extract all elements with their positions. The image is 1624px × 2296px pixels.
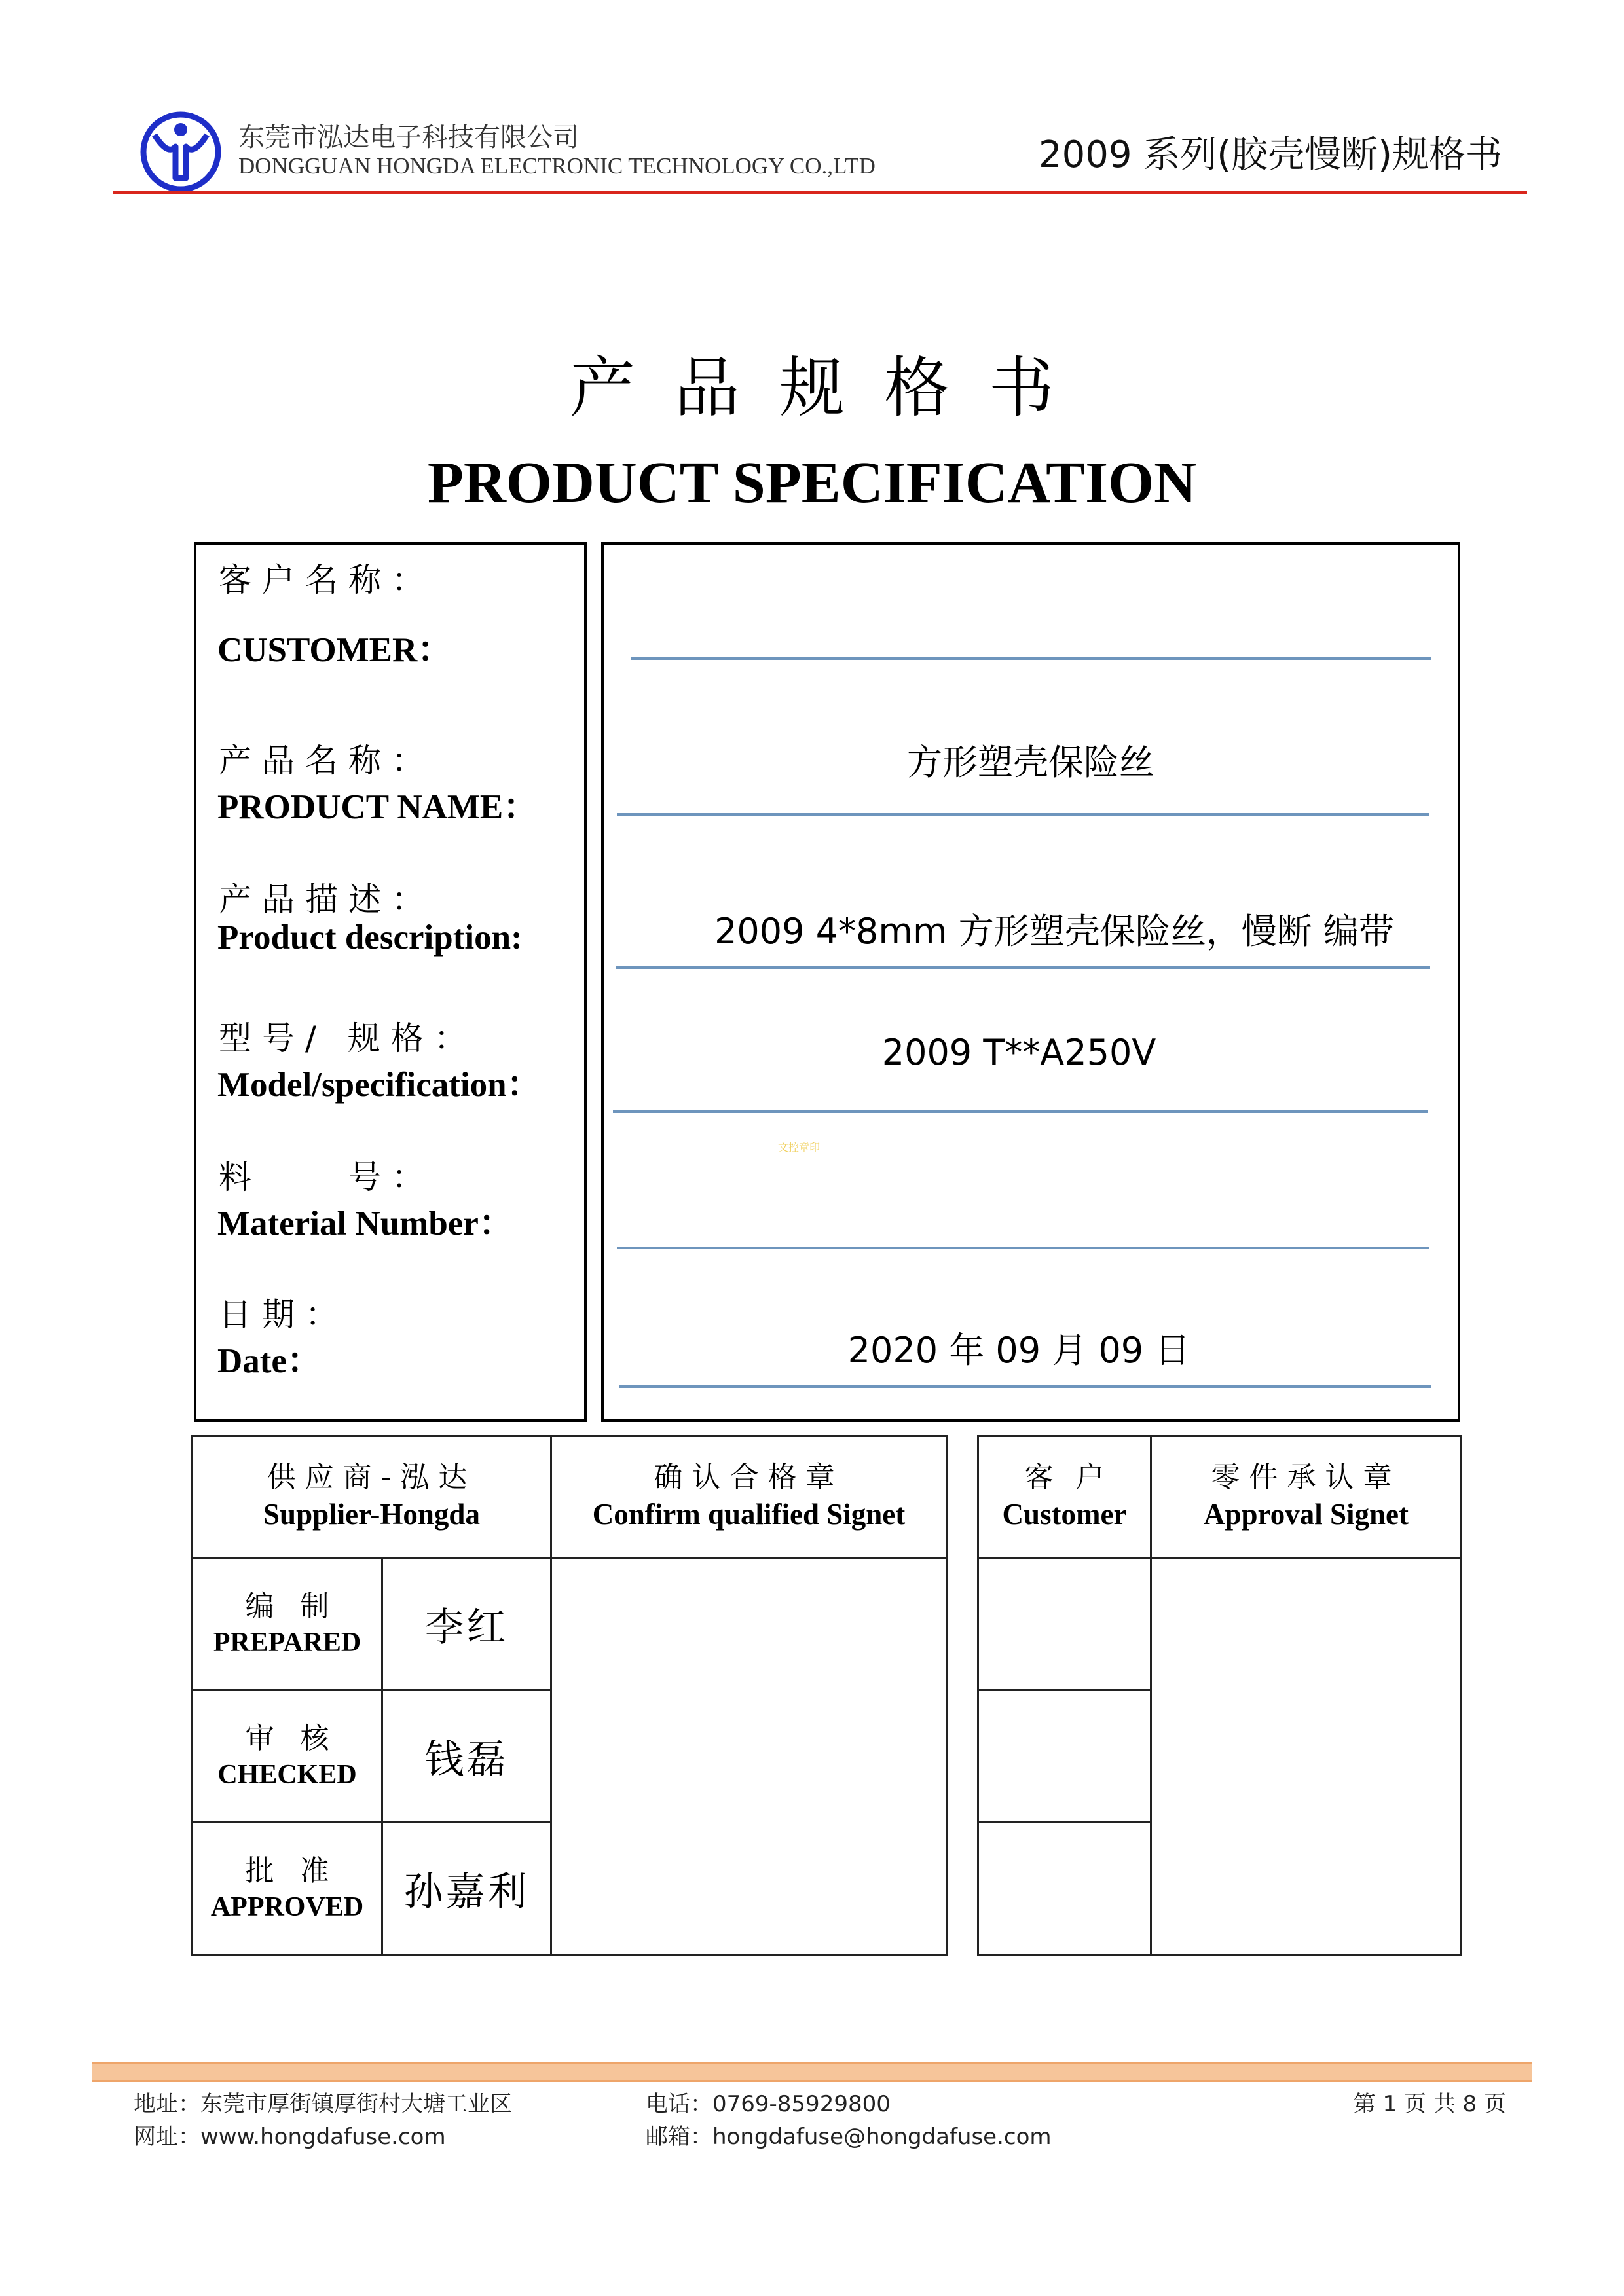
footer-website: 网址：www.hongdafuse.com: [134, 2124, 446, 2150]
signature-checked: 钱磊: [382, 1690, 551, 1823]
footer-email: 邮箱：hongdafuse@hongdafuse.com: [646, 2124, 1052, 2150]
footer-phone: 电话：0769-85929800: [646, 2091, 891, 2117]
approval-signet-area: [1151, 1558, 1462, 1955]
product-name-value: 方形塑壳保险丝: [907, 742, 1154, 783]
material-label-en: Material Number：: [217, 1205, 513, 1243]
footer-address: 地址：东莞市厚街镇厚街村大塘工业区: [134, 2091, 512, 2117]
product-name-underline: [617, 813, 1429, 816]
title-cn: 产品规格书: [570, 350, 1094, 426]
role-prepared: 编制 PREPARED: [193, 1558, 382, 1690]
role-approved: 批准 APPROVED: [193, 1823, 382, 1955]
supplier-header: 供应商-泓达 Supplier-Hongda: [193, 1436, 551, 1558]
description-underline: [616, 966, 1430, 969]
model-underline: [613, 1110, 1428, 1113]
date-label-cn: 日期：: [219, 1296, 348, 1334]
description-label-cn: 产品描述：: [219, 881, 435, 919]
confirm-signet-header: 确认合格章 Confirm qualified Signet: [551, 1436, 947, 1558]
date-value: 2020 年 09 月 09 日: [847, 1330, 1190, 1371]
product-name-label-en: PRODUCT NAME：: [217, 788, 538, 826]
customer-underline: [631, 657, 1431, 660]
company-logo: [139, 110, 223, 194]
customer-label-en: CUSTOMER：: [217, 631, 452, 669]
customer-sign-cell-1: [978, 1558, 1151, 1690]
customer-sign-cell-2: [978, 1690, 1151, 1823]
customer-signature-table: [977, 1435, 1462, 1956]
footer-page-number: 第 1 页 共 8 页: [1353, 2091, 1506, 2117]
model-value: 2009 T**A250V: [881, 1032, 1156, 1073]
customer-label-cn: 客户名称：: [219, 561, 435, 599]
approval-signet-header: 零件承认章 Approval Signet: [1151, 1436, 1462, 1558]
date-underline: [619, 1385, 1431, 1388]
stamp-note: 文控章印: [778, 1141, 821, 1154]
document-header-title: 2009 系列(胶壳慢断)规格书: [1038, 134, 1502, 176]
signature-prepared: 李红: [382, 1558, 551, 1690]
description-label-en: Product description:: [217, 919, 523, 957]
signature-approved: 孙嘉利: [382, 1823, 551, 1955]
header-divider: [113, 191, 1527, 194]
material-underline: [617, 1247, 1429, 1249]
product-name-label-cn: 产品名称：: [219, 742, 435, 780]
customer-sign-cell-3: [978, 1823, 1151, 1955]
footer-bar: [92, 2062, 1532, 2082]
company-name-en: DONGGUAN HONGDA ELECTRONIC TECHNOLOGY CO.,LTD: [238, 153, 876, 179]
material-label-cn: 料 号：: [219, 1158, 435, 1196]
role-checked: 审核 CHECKED: [193, 1690, 382, 1823]
values-box: [601, 542, 1460, 1422]
supplier-signature-table: [191, 1435, 948, 1956]
customer-header: 客户 Customer: [978, 1436, 1151, 1558]
date-label-en: Date：: [217, 1342, 322, 1380]
company-name-cn: 东莞市泓达电子科技有限公司: [238, 122, 579, 153]
confirm-signet-area: [551, 1558, 947, 1955]
description-value: 2009 4*8mm 方形塑壳保险丝，慢断 编带: [714, 911, 1394, 952]
title-en: PRODUCT SPECIFICATION: [427, 450, 1197, 515]
model-label-en: Model/specification：: [217, 1066, 542, 1104]
model-label-cn: 型号/ 规格：: [219, 1019, 477, 1057]
